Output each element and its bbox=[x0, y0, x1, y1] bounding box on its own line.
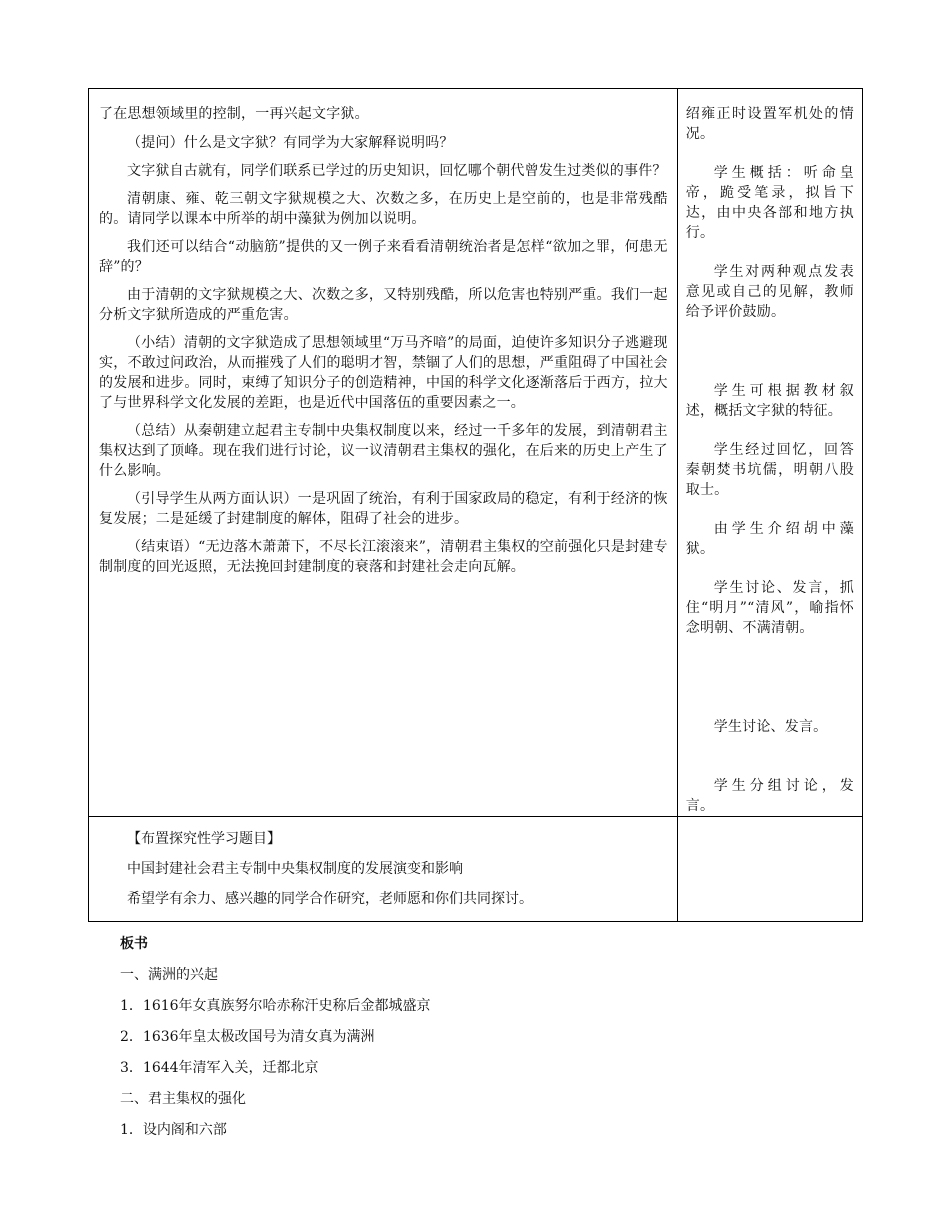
task-topic: 中国封建社会君主专制中央集权制度的发展演变和影响 bbox=[127, 861, 463, 877]
main-paragraph: 文字狱自古就有，同学们联系已学过的历史知识，回忆哪个朝代曾发生过类似的事件？ bbox=[127, 163, 667, 179]
task-side-cell bbox=[677, 817, 862, 922]
student-note: 学生经过回忆，回答秦朝焚书坑儒，明朝八股取士。 bbox=[685, 442, 854, 498]
task-row bbox=[89, 817, 863, 922]
main-paragraph: （提问）什么是文字狱？有同学为大家解释说明吗？ bbox=[127, 135, 454, 151]
lesson-plan-table bbox=[88, 88, 863, 922]
main-paragraph: （结束语）“无边落木萧萧下，不尽长江滚滚来”，清朝君主集权的空前强化只是封建专制制度的回光返照，无法挽回封建制度的衰落和封建社会走向瓦解。 bbox=[99, 539, 668, 575]
board-line: 二、君主集权的强化 bbox=[120, 1091, 246, 1107]
student-activity-cell bbox=[677, 89, 862, 817]
board-line: 一、满洲的兴起 bbox=[120, 967, 218, 983]
board-line: 1．设内阁和六部 bbox=[120, 1122, 227, 1138]
student-note: 学生对两种观点发表意见或自己的见解，教师给予评价鼓励。 bbox=[685, 264, 854, 320]
main-paragraph: 由于清朝的文字狱规模之大、次数之多，又特别残酷，所以危害也特别严重。我们一起分析文字狱所造成的严重危害。 bbox=[99, 287, 668, 323]
main-paragraph: 我们还可以结合“动脑筋”提供的又一例子来看看清朝统治者是怎样“欲加之罪，何患无辞”的？ bbox=[99, 239, 668, 275]
student-note: 绍雍正时设置军机处的情况。 bbox=[685, 106, 854, 142]
student-note: 学生分组讨论，发言。 bbox=[685, 778, 854, 814]
board-title: 板书 bbox=[120, 936, 148, 952]
task-note: 希望学有余力、感兴趣的同学合作研究，老师愿和你们共同探讨。 bbox=[127, 891, 533, 907]
main-paragraph: （引导学生从两方面认识）一是巩固了统治，有利于国家政局的稳定，有利于经济的恢复发展；二是延缓了封建制度的解体，阻碍了社会的进步。 bbox=[99, 491, 668, 527]
student-note: 学生讨论、发言。 bbox=[713, 719, 828, 735]
teaching-process-row bbox=[89, 89, 863, 817]
board-line: 1．1616年女真族努尔哈赤称汗史称后金都城盛京 bbox=[120, 998, 431, 1014]
student-note: 学生讨论、发言，抓住“明月”“清风”，喻指怀念明朝、不满清朝。 bbox=[685, 580, 854, 636]
teacher-activity-cell bbox=[89, 89, 678, 817]
board-line: 3．1644年清军入关，迁都北京 bbox=[120, 1060, 319, 1076]
student-note: 学生概括：听命皇帝，跪受笔录，拟旨下达，由中央各部和地方执行。 bbox=[685, 165, 854, 241]
board-line: 2．1636年皇太极改国号为清女真为满洲 bbox=[120, 1029, 375, 1045]
main-paragraph: （总结）从秦朝建立起君主专制中央集权制度以来，经过一千多年的发展，到清朝君主集权达到了顶峰。现在我们进行讨论，议一议清朝君主集权的强化，在后来的历史上产生了什么影响。 bbox=[99, 423, 668, 479]
main-paragraph: 了在思想领域里的控制，一再兴起文字狱。 bbox=[99, 106, 369, 122]
student-note: 由学生介绍胡中藻狱。 bbox=[685, 521, 854, 557]
blackboard-outline bbox=[120, 934, 431, 1151]
task-heading: 【布置探究性学习题目】 bbox=[127, 831, 281, 847]
main-paragraph: 清朝康、雍、乾三朝文字狱规模之大、次数之多，在历史上是空前的，也是非常残酷的。请同学以课本中所举的胡中藻狱为例加以说明。 bbox=[99, 191, 668, 227]
task-cell bbox=[89, 817, 678, 922]
student-note: 学生可根据教材叙述，概括文字狱的特征。 bbox=[685, 383, 854, 419]
main-paragraph: （小结）清朝的文字狱造成了思想领域里“万马齐喑”的局面，迫使许多知识分子逃避现实，不敢过问政治，从而摧残了人们的聪明才智，禁锢了人们的思想，严重阻碍了中国社会的发展和进步。同时，束缚了知识分子的创造精神，中国的科学文化逐渐落后于西方，拉大了与世界科学文化发展的差距，也是近代中国落伍的重要因素之一。 bbox=[99, 335, 668, 411]
